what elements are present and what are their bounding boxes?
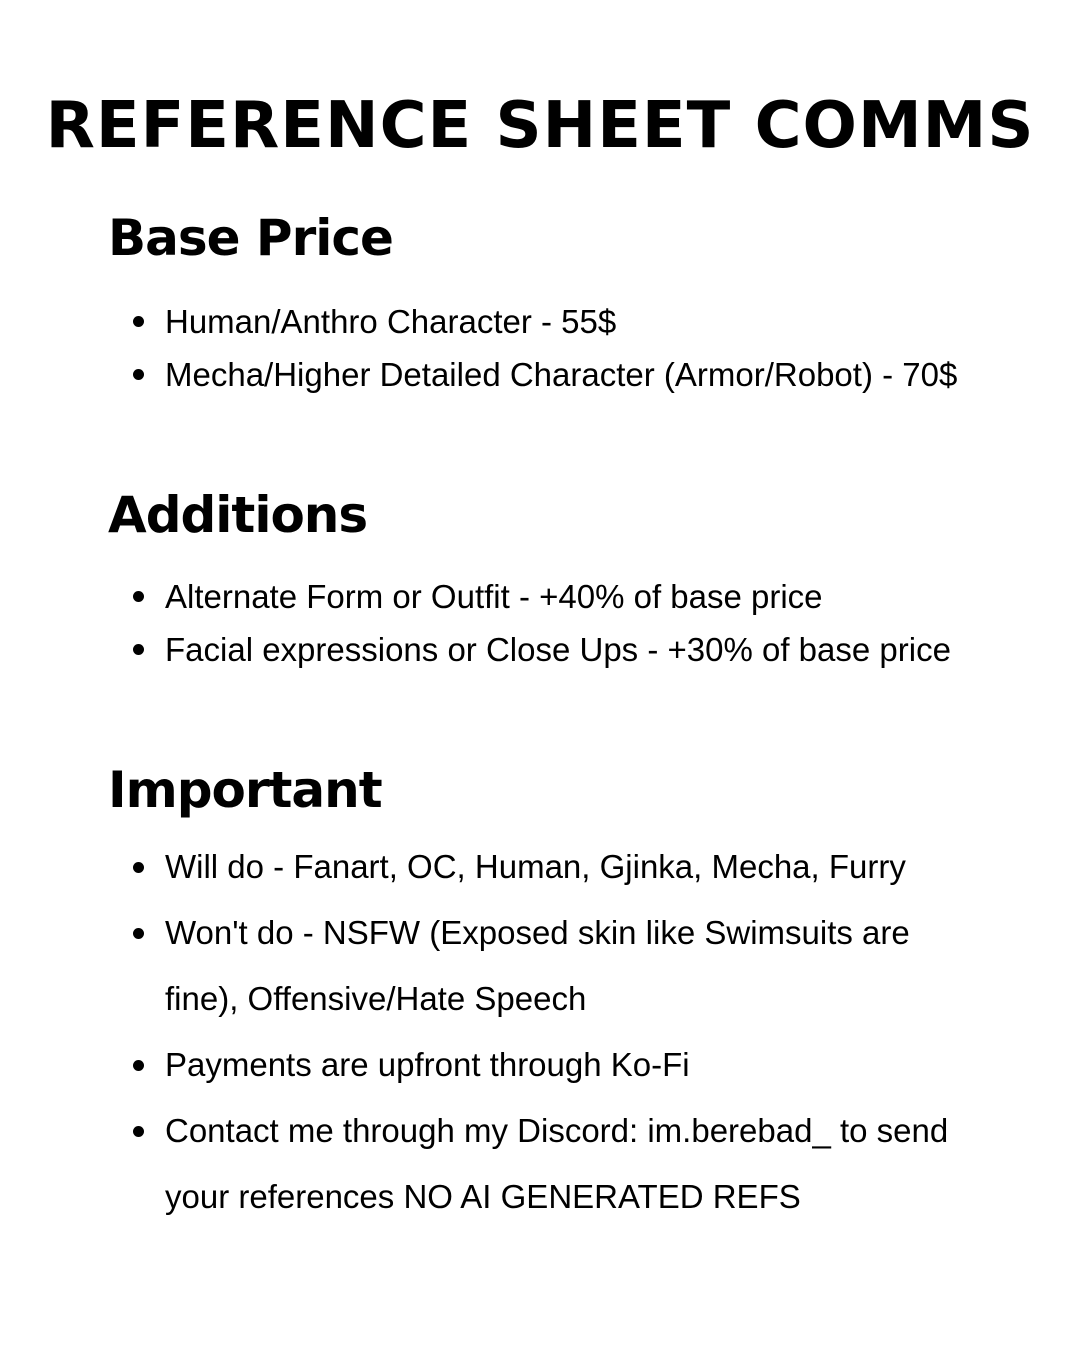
- base-price-list: [130, 295, 990, 401]
- additions-list: [130, 570, 990, 676]
- list-item-text: Facial expressions or Close Ups - +30% of base price: [165, 631, 951, 668]
- list-item: [130, 834, 990, 900]
- bullet-icon: [133, 862, 144, 873]
- section-heading-base-price: Base Price: [108, 209, 393, 267]
- section-heading-important: Important: [108, 761, 382, 819]
- list-item: [130, 1098, 990, 1230]
- list-item-text: Will do - Fanart, OC, Human, Gjinka, Mecha, Furry: [165, 848, 906, 885]
- bullet-icon: [133, 1126, 144, 1137]
- list-item-text: Mecha/Higher Detailed Character (Armor/Robot) - 70$: [165, 356, 958, 393]
- list-item: [130, 623, 990, 676]
- section-heading-additions: Additions: [108, 486, 368, 544]
- page-title: REFERENCE SHEET COMMS: [45, 89, 1035, 163]
- bullet-icon: [133, 316, 144, 327]
- list-item-text: Human/Anthro Character - 55$: [165, 303, 617, 340]
- list-item: [130, 570, 990, 623]
- list-item: [130, 1032, 990, 1098]
- list-item-text: Won't do - NSFW (Exposed skin like Swimsuits are fine), Offensive/Hate Speech: [165, 914, 910, 1017]
- list-item-text: Contact me through my Discord: im.berebad_ to send your references NO AI GENERATED REFS: [165, 1112, 949, 1215]
- bullet-icon: [133, 591, 144, 602]
- list-item: [130, 295, 990, 348]
- bullet-icon: [133, 644, 144, 655]
- list-item: [130, 348, 990, 401]
- list-item: [130, 900, 990, 1032]
- bullet-icon: [133, 369, 144, 380]
- bullet-icon: [133, 1060, 144, 1071]
- important-list: [130, 834, 990, 1230]
- bullet-icon: [133, 928, 144, 939]
- list-item-text: Alternate Form or Outfit - +40% of base price: [165, 578, 823, 615]
- list-item-text: Payments are upfront through Ko-Fi: [165, 1046, 690, 1083]
